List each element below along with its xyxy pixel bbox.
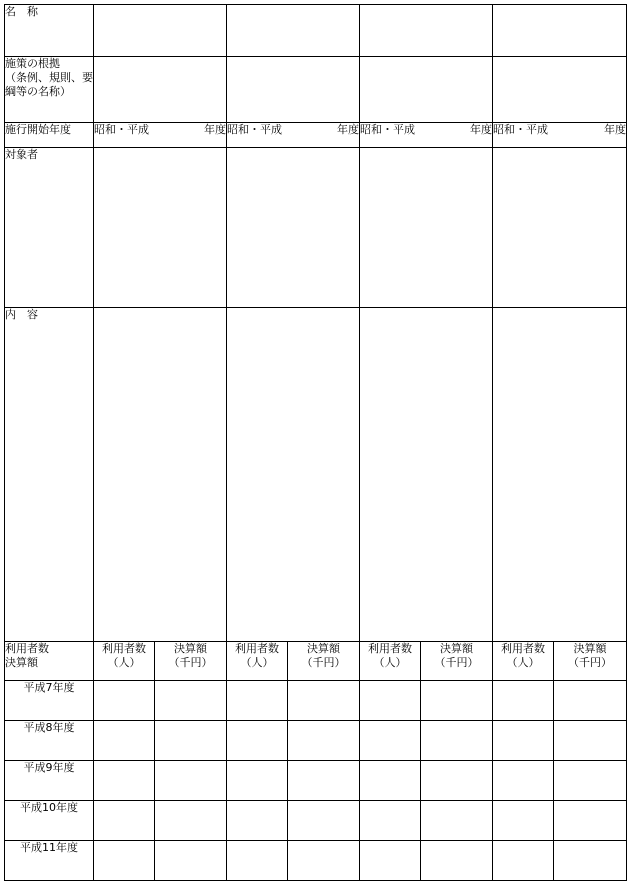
users-cell[interactable] — [227, 841, 288, 881]
target-cell-1[interactable] — [94, 148, 227, 308]
budget-header: 決算額 （千円） — [554, 642, 627, 681]
users-header: 利用者数 （人） — [94, 642, 155, 681]
year-row — [5, 761, 627, 801]
target-label: 対象者 — [5, 148, 94, 308]
start-year-row — [5, 123, 627, 148]
policy-form-table — [4, 4, 627, 881]
start-year-label: 施行開始年度 — [5, 123, 94, 148]
users-cell[interactable] — [227, 761, 288, 801]
era-text: 昭和・平成 — [227, 123, 282, 136]
year-suffix: 年度 — [337, 123, 359, 136]
content-cell-3[interactable] — [360, 308, 493, 642]
content-cell-2[interactable] — [227, 308, 360, 642]
users-cell[interactable] — [94, 761, 155, 801]
users-header: 利用者数 （人） — [360, 642, 421, 681]
users-cell[interactable] — [360, 761, 421, 801]
budget-cell[interactable] — [155, 761, 227, 801]
budget-cell[interactable] — [421, 721, 493, 761]
budget-cell[interactable] — [554, 761, 627, 801]
content-cell-4[interactable] — [493, 308, 627, 642]
basis-cell-2[interactable] — [227, 57, 360, 123]
budget-cell[interactable] — [155, 841, 227, 881]
budget-header: 決算額 （千円） — [288, 642, 360, 681]
users-cell[interactable] — [360, 841, 421, 881]
target-cell-2[interactable] — [227, 148, 360, 308]
users-cell[interactable] — [493, 801, 554, 841]
basis-row — [5, 57, 627, 123]
budget-header: 決算額 （千円） — [421, 642, 493, 681]
budget-cell[interactable] — [155, 721, 227, 761]
users-cell[interactable] — [227, 721, 288, 761]
basis-cell-1[interactable] — [94, 57, 227, 123]
name-cell-1[interactable] — [94, 5, 227, 57]
name-row — [5, 5, 627, 57]
year-label: 平成11年度 — [5, 841, 94, 881]
start-year-cell-1[interactable] — [94, 123, 227, 148]
year-label: 平成9年度 — [5, 761, 94, 801]
budget-cell[interactable] — [554, 681, 627, 721]
name-cell-3[interactable] — [360, 5, 493, 57]
users-budget-header-row — [5, 642, 627, 681]
budget-cell[interactable] — [288, 801, 360, 841]
users-cell[interactable] — [493, 721, 554, 761]
budget-cell[interactable] — [288, 681, 360, 721]
budget-cell[interactable] — [421, 761, 493, 801]
users-header: 利用者数 （人） — [227, 642, 288, 681]
users-cell[interactable] — [360, 681, 421, 721]
users-header: 利用者数 （人） — [493, 642, 554, 681]
budget-cell[interactable] — [421, 841, 493, 881]
start-year-cell-4[interactable] — [493, 123, 627, 148]
year-row — [5, 681, 627, 721]
era-text: 昭和・平成 — [493, 123, 548, 136]
users-cell[interactable] — [227, 681, 288, 721]
era-text: 昭和・平成 — [360, 123, 415, 136]
budget-cell[interactable] — [421, 681, 493, 721]
name-cell-2[interactable] — [227, 5, 360, 57]
basis-cell-3[interactable] — [360, 57, 493, 123]
era-text: 昭和・平成 — [94, 123, 149, 136]
users-cell[interactable] — [493, 761, 554, 801]
budget-cell[interactable] — [155, 801, 227, 841]
budget-cell[interactable] — [288, 721, 360, 761]
users-cell[interactable] — [94, 721, 155, 761]
year-suffix: 年度 — [204, 123, 226, 136]
year-row — [5, 801, 627, 841]
users-cell[interactable] — [227, 801, 288, 841]
budget-cell[interactable] — [288, 761, 360, 801]
content-cell-1[interactable] — [94, 308, 227, 642]
year-label: 平成10年度 — [5, 801, 94, 841]
start-year-cell-2[interactable] — [227, 123, 360, 148]
budget-cell[interactable] — [288, 841, 360, 881]
content-row — [5, 308, 627, 642]
budget-cell[interactable] — [554, 841, 627, 881]
users-cell[interactable] — [360, 721, 421, 761]
users-cell[interactable] — [94, 801, 155, 841]
target-cell-4[interactable] — [493, 148, 627, 308]
target-cell-3[interactable] — [360, 148, 493, 308]
budget-cell[interactable] — [421, 801, 493, 841]
budget-cell[interactable] — [554, 721, 627, 761]
budget-cell[interactable] — [155, 681, 227, 721]
users-budget-label: 利用者数 決算額 — [5, 642, 94, 681]
budget-cell[interactable] — [554, 801, 627, 841]
users-cell[interactable] — [94, 841, 155, 881]
name-cell-4[interactable] — [493, 5, 627, 57]
users-cell[interactable] — [493, 681, 554, 721]
year-row — [5, 721, 627, 761]
users-cell[interactable] — [493, 841, 554, 881]
users-cell[interactable] — [94, 681, 155, 721]
users-cell[interactable] — [360, 801, 421, 841]
year-row — [5, 841, 627, 881]
basis-cell-4[interactable] — [493, 57, 627, 123]
name-label: 名 称 — [5, 5, 94, 57]
year-label: 平成7年度 — [5, 681, 94, 721]
start-year-cell-3[interactable] — [360, 123, 493, 148]
year-suffix: 年度 — [470, 123, 492, 136]
year-label: 平成8年度 — [5, 721, 94, 761]
content-label: 内 容 — [5, 308, 94, 642]
year-suffix: 年度 — [604, 123, 626, 136]
basis-label: 施策の根拠 （条例、規則、要綱等の名称） — [5, 57, 94, 123]
target-row — [5, 148, 627, 308]
budget-header: 決算額 （千円） — [155, 642, 227, 681]
